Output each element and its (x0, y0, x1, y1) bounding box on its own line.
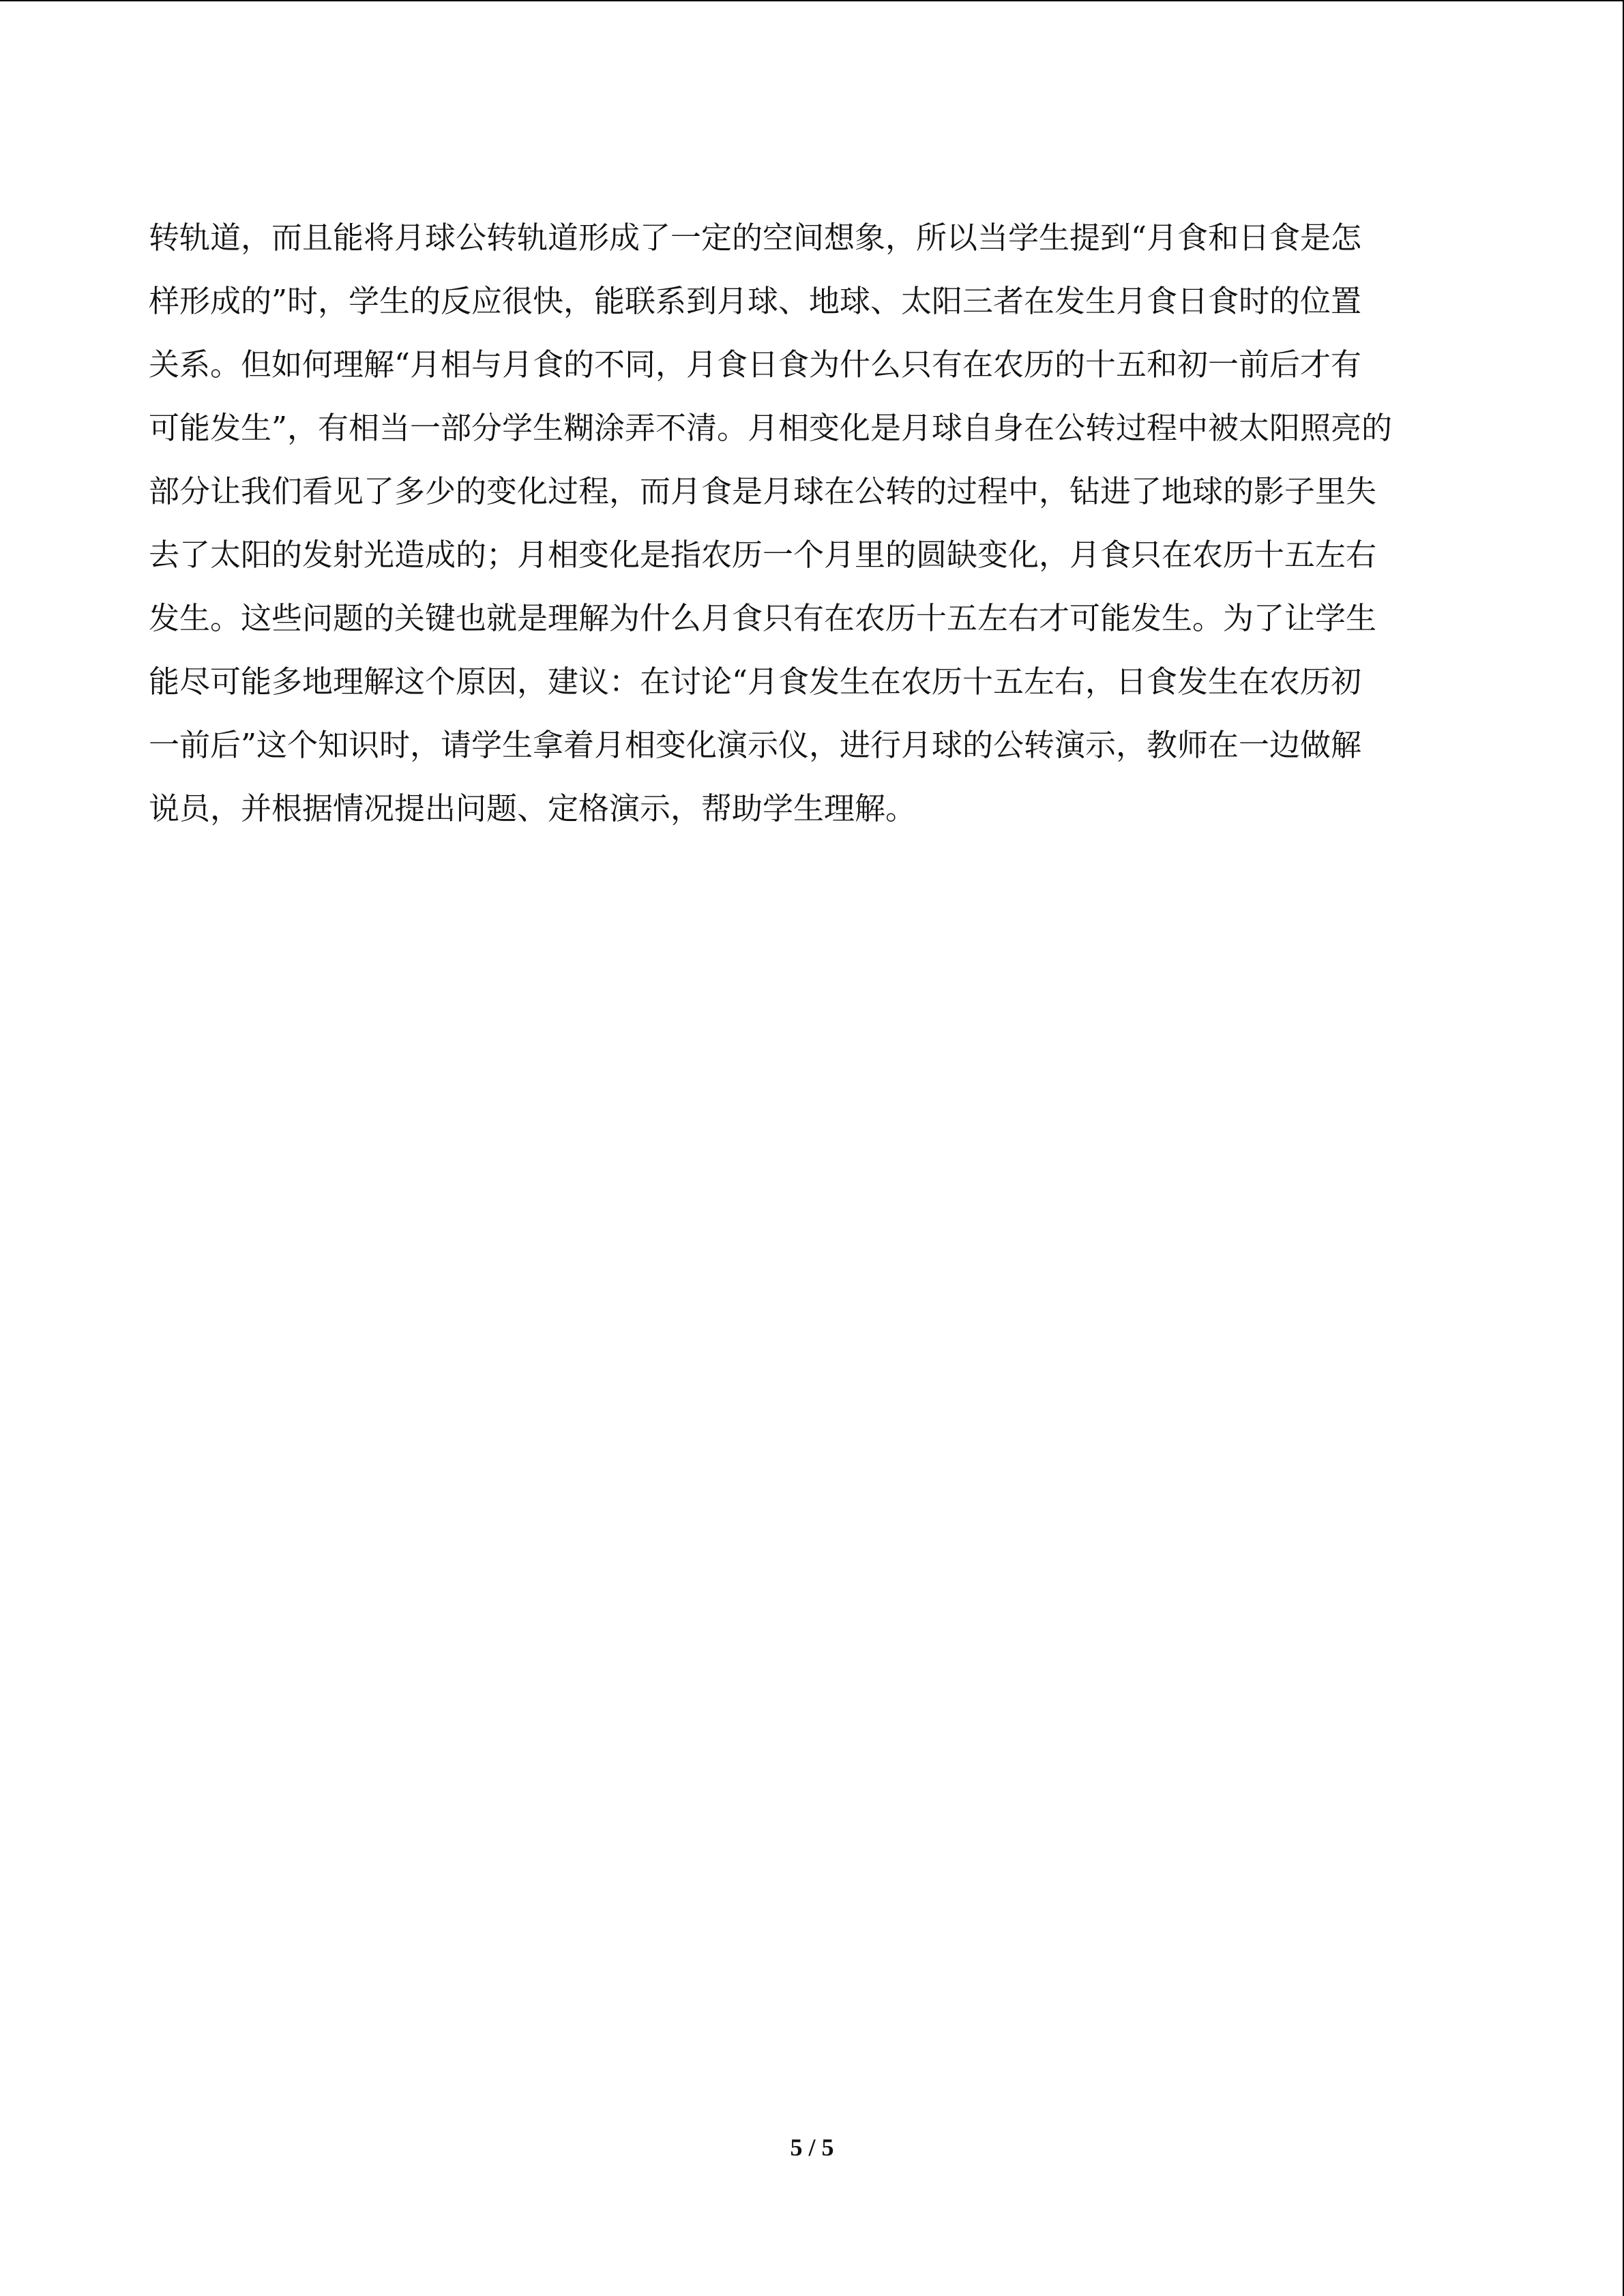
body-paragraph (149, 206, 1479, 840)
paragraph-line: 样形成的”时，学生的反应很快，能联系到月球、地球、太阳三者在发生月食日食时的位置 (149, 283, 1362, 319)
paragraph-line: 部分让我们看见了多少的变化过程，而月食是月球在公转的过程中，钻进了地球的影子里失 (149, 473, 1377, 509)
paragraph-line: 去了太阳的发射光造成的；月相变化是指农历一个月里的圆缺变化，月食只在农历十五左右 (149, 537, 1377, 573)
paragraph-line: 说员，并根据情况提出问题、定格演示，帮助学生理解。 (149, 790, 917, 826)
paragraph-line: 转轨道，而且能将月球公转轨道形成了一定的空间想象，所以当学生提到“月食和日食是怎 (149, 220, 1362, 256)
paragraph-line: 能尽可能多地理解这个原因，建议：在讨论“月食发生在农历十五左右，日食发生在农历初 (149, 664, 1362, 700)
paragraph-line: 关系。但如何理解“月相与月食的不同，月食日食为什么只有在农历的十五和初一前后才有 (149, 346, 1362, 383)
paragraph-line: 可能发生”，有相当一部分学生糊涂弄不清。月相变化是月球自身在公转过程中被太阳照亮的 (149, 410, 1393, 446)
page-number: 5 / 5 (790, 2134, 834, 2161)
paragraph-line: 发生。这些问题的关键也就是理解为什么月食只有在农历十五左右才可能发生。为了让学生 (149, 600, 1377, 636)
paragraph-line: 一前后”这个知识时，请学生拿着月相变化演示仪，进行月球的公转演示，教师在一边做解 (149, 727, 1362, 763)
